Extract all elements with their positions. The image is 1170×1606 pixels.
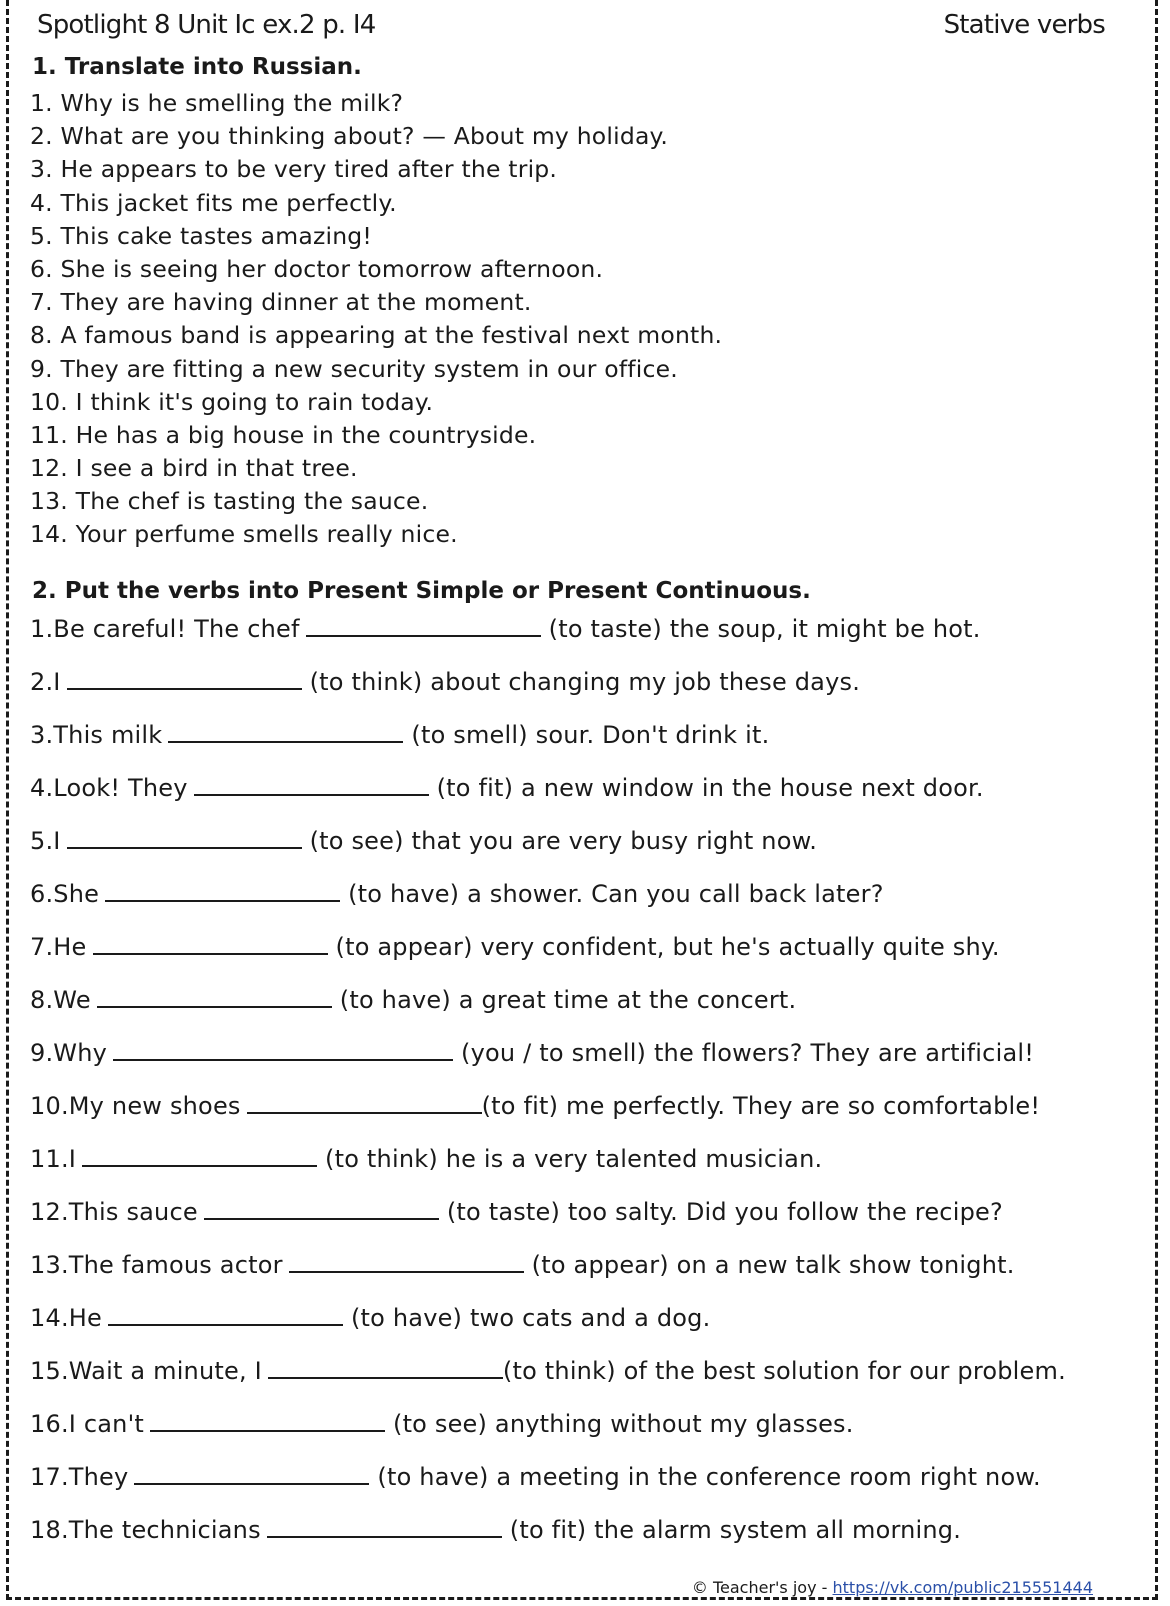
section1-sentence: 11. He has a big house in the countryside.	[30, 420, 537, 449]
exercise-prompt: 3.This milk	[30, 721, 163, 749]
answer-blank[interactable]	[194, 772, 429, 796]
answer-blank[interactable]	[306, 613, 541, 637]
section1-sentence: 10. I think it's going to rain today.	[30, 387, 434, 416]
exercise-hint: (to smell) sour. Don't drink it.	[411, 721, 770, 749]
section1-sentence-list	[30, 87, 722, 552]
section1-sentence: 14. Your perfume smells really nice.	[30, 520, 458, 549]
section1-sentence: 8. A famous band is appearing at the festival next month.	[30, 321, 723, 350]
section1-sentence: 7. They are having dinner at the moment.	[30, 288, 532, 317]
exercise-item	[30, 876, 1066, 929]
worksheet-page	[6, 0, 1158, 1600]
answer-blank[interactable]	[67, 666, 302, 690]
exercise-hint: (to think) about changing my job these days.	[309, 668, 861, 696]
footer-credit	[692, 1578, 1093, 1597]
exercise-hint: (to appear) on a new talk show tonight.	[531, 1251, 1015, 1279]
section1-sentence: 9. They are fitting a new security system in our office.	[30, 354, 678, 383]
exercise-hint: (to appear) very confident, but he's actually quite shy.	[335, 933, 1000, 961]
exercise-prompt: 9.Why	[30, 1039, 108, 1067]
answer-blank[interactable]	[97, 984, 332, 1008]
exercise-prompt: 16.I can't	[30, 1410, 144, 1438]
exercise-hint: (to have) a shower. Can you call back later?	[348, 880, 884, 908]
exercise-item	[30, 770, 1066, 823]
worksheet-header-source: Spotlight 8 Unit Ic ex.2 p. I4	[37, 10, 376, 40]
exercise-hint: (to think) of the best solution for our problem.	[502, 1357, 1066, 1385]
exercise-prompt: 13.The famous actor	[30, 1251, 283, 1279]
section1-sentence: 1. Why is he smelling the milk?	[30, 89, 404, 117]
answer-blank[interactable]	[82, 1143, 317, 1167]
section1-sentence: 5. This cake tastes amazing!	[30, 221, 373, 250]
answer-blank[interactable]	[247, 1090, 482, 1114]
footer-credit-text: © Teacher's joy -	[691, 1578, 833, 1597]
exercise-prompt: 11.I	[30, 1145, 77, 1173]
answer-blank[interactable]	[134, 1461, 369, 1485]
answer-blank[interactable]	[108, 1302, 343, 1326]
exercise-hint: (to taste) the soup, it might be hot.	[548, 615, 981, 643]
exercise-item	[30, 1141, 1066, 1194]
exercise-prompt: 18.The technicians	[30, 1516, 261, 1544]
section1-sentence: 6. She is seeing her doctor tomorrow afternoon.	[30, 254, 604, 283]
exercise-item	[30, 1300, 1066, 1353]
exercise-hint: (to see) that you are very busy right now.	[309, 827, 818, 855]
exercise-item	[30, 664, 1066, 717]
exercise-item	[30, 1247, 1066, 1300]
exercise-item	[30, 611, 1066, 664]
exercise-hint: (to think) he is a very talented musician.	[325, 1145, 823, 1173]
exercise-hint: (to have) a meeting in the conference room right now.	[377, 1463, 1041, 1491]
exercise-prompt: 12.This sauce	[30, 1198, 198, 1226]
exercise-hint: (to have) two cats and a dog.	[350, 1304, 711, 1332]
exercise-hint: (to fit) the alarm system all morning.	[509, 1516, 962, 1544]
exercise-item	[30, 1088, 1066, 1141]
exercise-prompt: 2.I	[30, 668, 61, 696]
exercise-item	[30, 1459, 1066, 1512]
section1-sentence: 3. He appears to be very tired after the trip.	[30, 155, 558, 184]
exercise-prompt: 4.Look! They	[30, 774, 188, 802]
answer-blank[interactable]	[204, 1196, 439, 1220]
answer-blank[interactable]	[150, 1408, 385, 1432]
answer-blank[interactable]	[168, 719, 403, 743]
exercise-prompt: 8.We	[30, 986, 91, 1014]
exercise-hint: (to taste) too salty. Did you follow the recipe?	[446, 1198, 1003, 1226]
section2-title: 2. Put the verbs into Present Simple or Present Continuous.	[32, 578, 811, 604]
answer-blank[interactable]	[93, 931, 328, 955]
answer-blank[interactable]	[289, 1249, 524, 1273]
section1-sentence: 13. The chef is tasting the sauce.	[30, 487, 429, 516]
exercise-item	[30, 929, 1066, 982]
exercise-item	[30, 1194, 1066, 1247]
exercise-hint: (to have) a great time at the concert.	[339, 986, 797, 1014]
exercise-prompt: 6.She	[30, 880, 100, 908]
section1-title: 1. Translate into Russian.	[32, 54, 362, 80]
exercise-item	[30, 1035, 1066, 1088]
answer-blank[interactable]	[105, 878, 340, 902]
exercise-hint: (to fit) a new window in the house next door.	[436, 774, 984, 802]
answer-blank[interactable]	[267, 1514, 502, 1538]
answer-blank[interactable]	[113, 1037, 453, 1061]
exercise-hint: (to fit) me perfectly. They are so comfortable!	[481, 1092, 1041, 1120]
exercise-item	[30, 717, 1066, 770]
exercise-item	[30, 1406, 1066, 1459]
answer-blank[interactable]	[67, 825, 302, 849]
exercise-item	[30, 823, 1066, 876]
exercise-hint: (to see) anything without my glasses.	[393, 1410, 854, 1438]
exercise-prompt: 17.They	[30, 1463, 129, 1491]
footer-link[interactable]: https://vk.com/public215551444	[832, 1578, 1093, 1597]
exercise-hint: (you / to smell) the flowers? They are artificial!	[461, 1039, 1035, 1067]
exercise-prompt: 14.He	[30, 1304, 102, 1332]
answer-blank[interactable]	[268, 1355, 503, 1379]
exercise-prompt: 15.Wait a minute, I	[30, 1357, 262, 1385]
worksheet-header-topic: Stative verbs	[943, 10, 1105, 40]
exercise-item	[30, 982, 1066, 1035]
exercise-item	[30, 1512, 1066, 1565]
section1-sentence: 12. I see a bird in that tree.	[30, 454, 358, 483]
exercise-prompt: 7.He	[30, 933, 87, 961]
section1-sentence: 2. What are you thinking about? — About my holiday.	[30, 122, 668, 151]
exercise-prompt: 1.Be careful! The chef	[30, 615, 300, 643]
section1-sentence: 4. This jacket fits me perfectly.	[30, 188, 397, 217]
exercise-item	[30, 1353, 1066, 1406]
exercise-prompt: 5.I	[30, 827, 61, 855]
exercise-prompt: 10.My new shoes	[30, 1092, 241, 1120]
section2-exercise-list	[30, 611, 1066, 1565]
